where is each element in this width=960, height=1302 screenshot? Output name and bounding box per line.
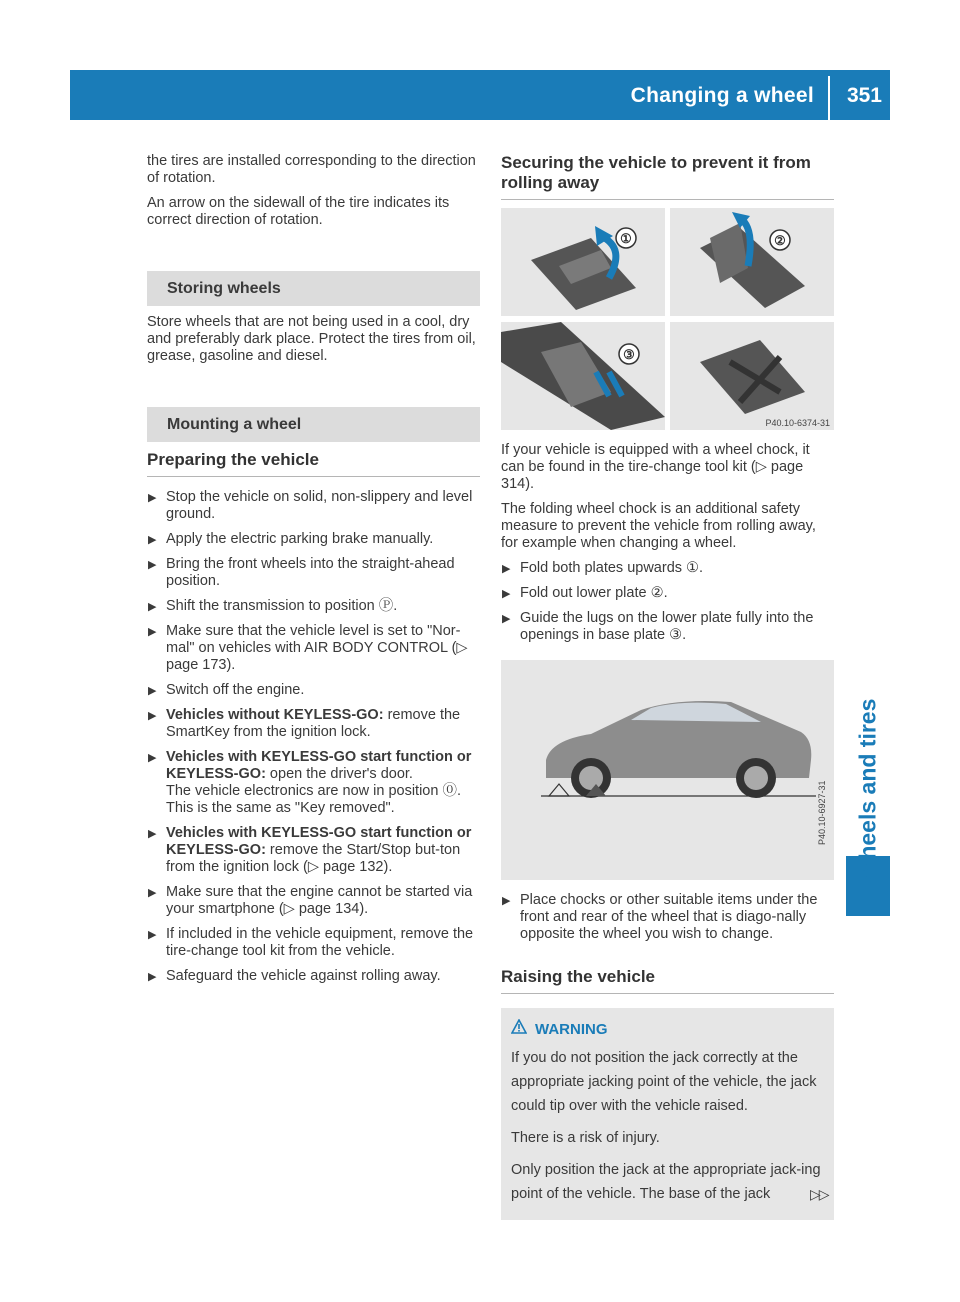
- instruction-list: [147, 489, 480, 985]
- warning-title: WARNING: [511, 1018, 824, 1042]
- header-divider: [828, 76, 830, 120]
- subsection-heading: Securing the vehicle to prevent it from rolling away: [501, 153, 834, 200]
- instruction-step: ▶ Fold out lower plate ②.: [501, 585, 834, 602]
- instruction-step: ▶ Safeguard the vehicle against rolling away.: [147, 968, 480, 985]
- car-chock-figure: [501, 660, 834, 880]
- warning-box: [501, 1008, 834, 1220]
- page-header: [70, 70, 890, 120]
- storing-paragraph: Store wheels that are not being used in a cool, dry and preferably dark place. Protect the tires from oil, grease, gasoline and diesel.: [147, 314, 476, 364]
- section-title: Changing a wheel: [630, 84, 814, 107]
- subsection-heading: Preparing the vehicle: [147, 450, 480, 477]
- instruction-step: ▶ Vehicles with KEYLESS-GO start function or KEYLESS-GO: open the driver's door. The vehicle electronics are now in position ⓪. This is the same as "Key removed".: [147, 749, 480, 817]
- instruction-step: ▶ Guide the lugs on the lower plate fully into the openings in base plate ③.: [501, 610, 834, 644]
- svg-text:P40.10-6374-31: P40.10-6374-31: [765, 418, 830, 428]
- instruction-step: ▶ If included in the vehicle equipment, remove the tire-change tool kit from the vehicle.: [147, 926, 480, 960]
- intro-paragraph: the tires are installed corresponding to the direction of rotation.: [147, 153, 476, 186]
- warning-text: Only position the jack at the appropriate jack-ing point of the vehicle. The base of the jack: [511, 1162, 821, 1202]
- instruction-step: ▶ Fold both plates upwards ①.: [501, 560, 834, 577]
- instruction-list: [501, 892, 834, 943]
- subsection-heading: Raising the vehicle: [501, 967, 834, 994]
- instruction-step: ▶ Vehicles with KEYLESS-GO start function or KEYLESS-GO: remove the Start/Stop but-ton from the ignition lock (▷ page 132).: [147, 825, 480, 876]
- svg-text:②: ②: [774, 233, 786, 248]
- left-column: [147, 153, 480, 993]
- intro-paragraph: An arrow on the sidewall of the tire indicates its correct direction of rotation.: [147, 195, 450, 228]
- right-column: [501, 153, 834, 1220]
- instruction-step: ▶ Stop the vehicle on solid, non-slippery and level ground.: [147, 489, 480, 523]
- wheel-chock-figure: [501, 208, 834, 430]
- section-band-storing: [147, 271, 480, 306]
- securing-paragraph: If your vehicle is equipped with a wheel chock, it can be found in the tire-change tool kit (▷ page 314).: [501, 442, 810, 492]
- warning-text: There is a risk of injury.: [511, 1130, 660, 1146]
- page-number: 351: [846, 84, 882, 107]
- instruction-step: ▶ Make sure that the vehicle level is set to "Nor-mal" on vehicles with AIR BODY CONTROL (▷ page 173).: [147, 623, 480, 674]
- section-band-mounting: [147, 407, 480, 442]
- instruction-step: ▶ Apply the electric parking brake manually.: [147, 531, 480, 548]
- wheel-chock-illustration: [501, 208, 834, 430]
- instruction-step: ▶ Shift the transmission to position Ⓟ.: [147, 598, 480, 615]
- warning-text: If you do not position the jack correctly at the appropriate jacking point of the vehicle, the jack could tip over with the vehicle raised.: [511, 1050, 817, 1114]
- securing-paragraph: The folding wheel chock is an additional safety measure to prevent the vehicle from rolling away, for example when changing a wheel.: [501, 501, 816, 551]
- instruction-step: ▶ Make sure that the engine cannot be started via your smartphone (▷ page 134).: [147, 884, 480, 918]
- section-heading: Storing wheels: [167, 280, 281, 297]
- chapter-label-text: Wheels and tires: [854, 698, 881, 882]
- instruction-step: ▶ Place chocks or other suitable items under the front and rear of the wheel that is diago-nally opposite the wheel you wish to change.: [501, 892, 834, 943]
- step-note: The vehicle electronics are now in position ⓪. This is the same as "Key removed".: [166, 783, 461, 816]
- svg-text:③: ③: [623, 347, 635, 362]
- instruction-step: ▶ Vehicles without KEYLESS-GO: remove the SmartKey from the ignition lock.: [147, 707, 480, 741]
- svg-text:①: ①: [620, 231, 632, 246]
- continued-indicator: ▷▷: [810, 1186, 828, 1202]
- instruction-list: [501, 560, 834, 644]
- car-illustration: [501, 660, 834, 880]
- svg-text:P40.10-6927-31: P40.10-6927-31: [817, 780, 827, 845]
- instruction-step: ▶ Switch off the engine.: [147, 682, 480, 699]
- warning-icon: [511, 1018, 527, 1042]
- instruction-step: ▶ Bring the front wheels into the straight-ahead position.: [147, 556, 480, 590]
- section-heading: Mounting a wheel: [167, 416, 302, 433]
- chapter-label: [846, 674, 890, 906]
